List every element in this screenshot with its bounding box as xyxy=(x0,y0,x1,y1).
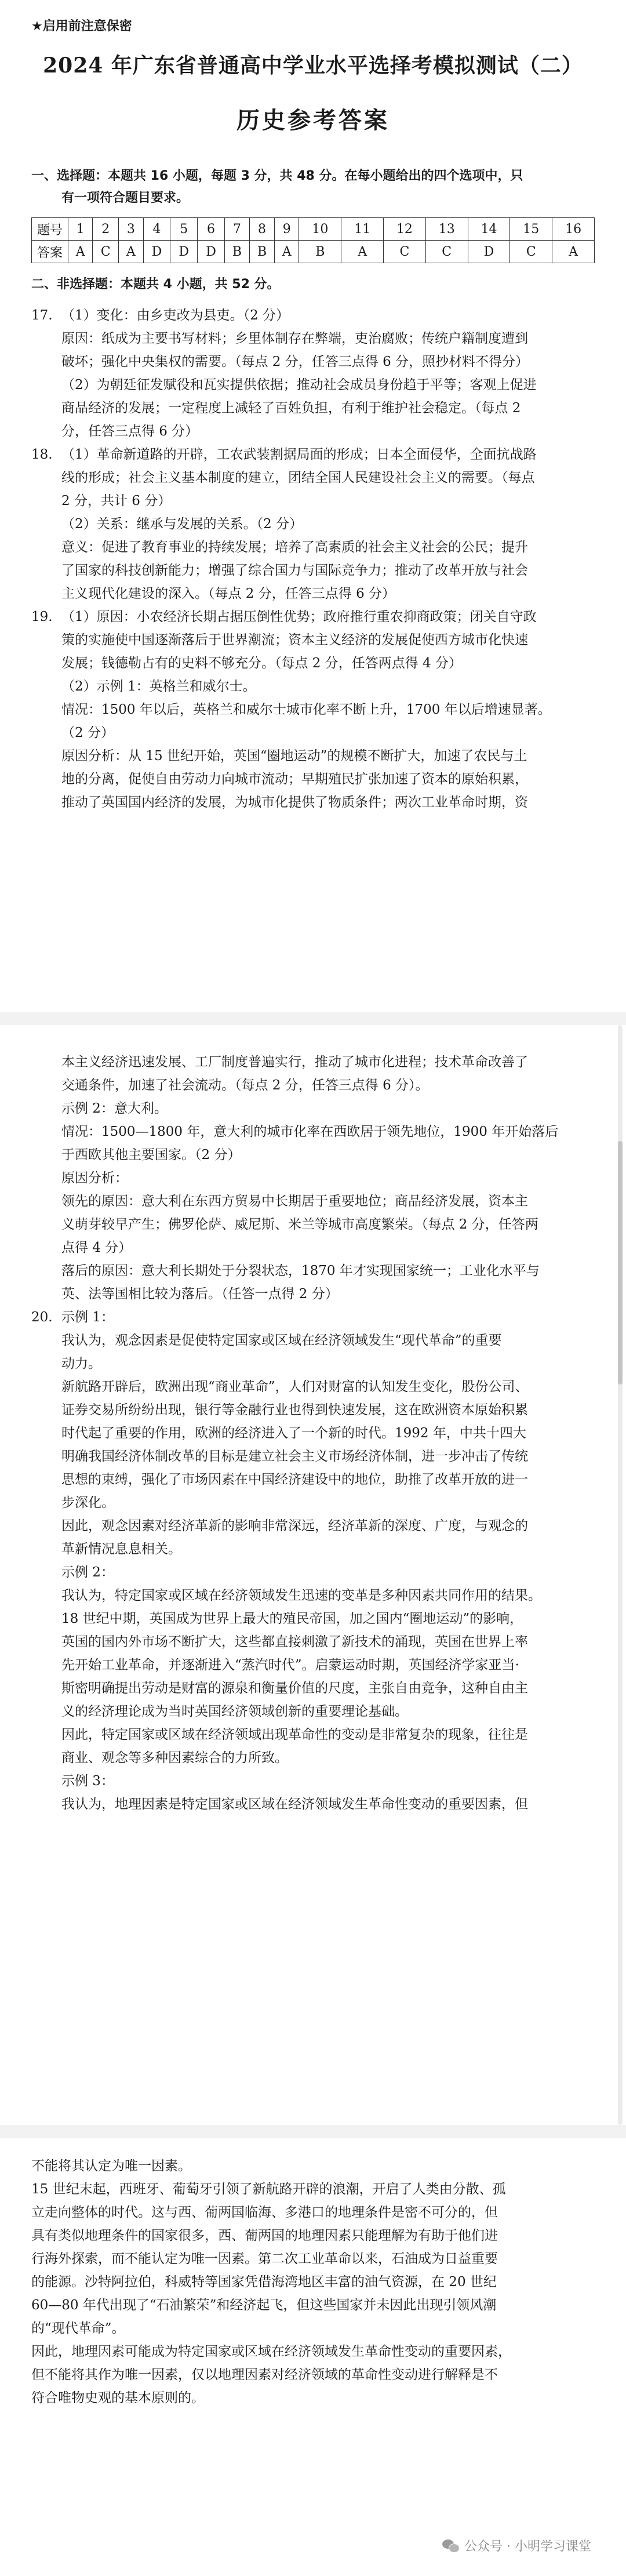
answer-page-3 xyxy=(0,2138,626,2576)
answer-page-1 xyxy=(0,0,626,1012)
question-20-continued: 不能将其认定为唯一因素。 15 世纪末起，西班牙、葡萄牙引领了新航路开辟的浪潮，开启了人类由分散、孤 立走向整体的时代。这与西、葡两国临海、多港口的地理条件是密不可分的，但 具有类似地理条件的国家很多，西、葡两国的地理因素只能理解为有助于他们进 行海外探索，而不能认定为唯一因素。第二次工业革命以来，石油成为日益重要 的能源。沙特阿拉伯，科威特等国家凭借海湾地区丰富的油气资源，在 20 世纪 60—80 年代出现了“石油繁荣”和经济起飞，但这些国家并未因此出现引领风潮 的“现代革命”。 因此，地理因素可能成为特定国家或区域在经济领域发生革命性变动的重要因素， 但不能将其作为唯一因素，仅以地理因素对经济领域的革命性变动进行解释是不 符合唯物史观的基本原则的。 xyxy=(31,2159,511,2406)
question-17: 17. （1）变化：由乡吏改为县吏。（2 分） 原因：纸成为主要书写材料；乡里体制存在弊端，吏治腐败；传统户籍制度遭到 破坏；强化中央集权的需要。（每点 2 分，任答三点得 6 分，照抄材料不得分） （2）为朝廷征发赋役和瓦实提供依据；推动社会成员身份趋于平等；客观上促进 商品经济的发展；一定程度上减轻了百姓负担，有利于维护社会稳定。（每点 2 分，任答三点得 6 分） xyxy=(31,304,595,443)
question-18: 18. （1）革命新道路的开辟，工农武装割据局面的形成；日本全面侵华，全面抗战路 线的形成；社会主义基本制度的建立，团结全国人民建设社会主义的需要。（每点 2 分，共计 6 分） （2）关系：继承与发展的关系。（2 分） 意义：促进了教育事业的持续发展；培养了高素质的社会主义社会的公民；提升 了国家的科技创新能力；增强了综合国力与国际竞争力；推动了改革开放与社会 主义现代化建设的深入。（每点 2 分，任答三点得 6 分） xyxy=(31,443,595,605)
scrollbar[interactable] xyxy=(618,1025,623,2125)
number-row: 题号 1 2 3 4 5 6 7 8 9 10 11 12 13 14 15 16 xyxy=(32,218,595,241)
watermark xyxy=(442,2537,591,2555)
section-1-heading: 一、选择题：本题共 16 小题，每题 3 分，共 48 分。在每小题给出的四个选项中，只 有一项符合题目要求。 xyxy=(31,169,523,205)
answer-page-2 xyxy=(0,1025,626,2125)
wechat-icon xyxy=(442,2538,460,2553)
question-19-continued: 本主义经济迅速发展、工厂制度普遍实行，推动了城市化进程；技术革命改善了 交通条件，加速了社会流动。（每点 2 分，任答三点得 6 分）。 示例 2：意大利。 情况：1500—1800 年，意大利的城市化率在西欧居于领先地位，1900 年开始落后 于西欧其他主要国家。（2 分） 原因分析： 领先的原因：意大利在东西方贸易中长期居于重要地位；商品经济发展，资本主 义萌芽较早产生；佛罗伦萨、威尼斯、米兰等城市高度繁荣。（每点 2 分，任答两 点得 4 分） 落后的原因：意大利长期处于分裂状态，1870 年才实现国家统一；工业化水平与 英、法等国相比较为落后。（任答一点得 2 分） xyxy=(61,1055,559,1302)
question-number: 18. xyxy=(31,447,53,462)
answer-title: 历史参考答案 xyxy=(236,107,390,134)
scrollbar-thumb[interactable] xyxy=(618,1141,623,1385)
question-number: 17. xyxy=(31,308,53,323)
exam-title: 2024 年广东省普通高中学业水平选择考模拟测试（二） xyxy=(43,53,583,78)
answer-table xyxy=(31,217,595,263)
question-20: 20. 示例 1： 我认为，观念因素是促使特定国家或区域在经济领域发生“现代革命”的重要 动力。 新航路开辟后，欧洲出现“商业革命”，人们对财富的认知发生变化，股份公司、 证券交易所纷纷出现，银行等金融行业也得到快速发展，这在欧洲资本原始积累 时代起了重要的作用，欧洲的经济进入了一个新的时代。1992 年，中共十四大 明确我国经济体制改革的目标是建立社会主义市场经济体制，进一步冲击了传统 思想的束缚，强化了市场因素在中国经济建设中的地位，助推了改革开放的进一 步深化。 因此，观念因素对经济革新的影响非常深远，经济革新的深度、广度，与观念的 革新情况息息相关。 示例 2： 我认为，特定国家或区域在经济领域发生迅速的变革是多种因素共同作用的结果。 18 世纪中期，英国成为世界上最大的殖民帝国，加之国内“圈地运动”的影响， 英国的国内外市场不断扩大，这些都直接刺激了新技术的涌现，英国在世界上率 先开始工业革命，并逐渐进入“蒸汽时代”。启蒙运动时期，英国经济学家亚当· 斯密明确提出劳动是财富的源泉和衡量价值的尺度，主张自由竞争，这种自由主 义的经济理论成为当时英国经济领域创新的重要理论基础。 因此，特定国家或区域在经济领域出现革命性的变动是非常复杂的现象，往往是 商业、观念等多种因素综合的力所致。 示例 3： 我认为，地理因素是特定国家或区域在经济领域发生革命性变动的重要因素，但 xyxy=(31,1306,595,1816)
answer-row: 答案 A C A D D D B B A B A C C D C A xyxy=(32,241,595,263)
question-19: 19. （1）原因：小农经济长期占据压倒性优势；政府推行重农抑商政策；闭关自守政 策的实施使中国逐渐落后于世界潮流；资本主义经济的发展促使西方城市化快速 发展；钱德勒占有的史料不够充分。（每点 2 分，任答两点得 4 分） （2）示例 1：英格兰和威尔士。 情况：1500 年以后，英格兰和威尔士城市化率不断上升，1700 年以后增速显著。 （2 分） 原因分析：从 15 世纪开始，英国“圈地运动”的规模不断扩大，加速了农民与土 地的分离，促使自由劳动力向城市流动；早期殖民扩张加速了资本的原始积累， 推动了英国国内经济的发展，为城市化提供了物质条件；两次工业革命时期，资 xyxy=(31,605,595,814)
confidential-mark: ★启用前注意保密 xyxy=(31,19,132,34)
question-number: 19. xyxy=(31,609,53,624)
watermark-text: 公众号 · 小明学习课堂 xyxy=(464,2539,591,2554)
section-2-heading: 二、非选择题：本题共 4 小题，共 52 分。 xyxy=(31,277,280,292)
question-number: 20. xyxy=(31,1310,53,1325)
